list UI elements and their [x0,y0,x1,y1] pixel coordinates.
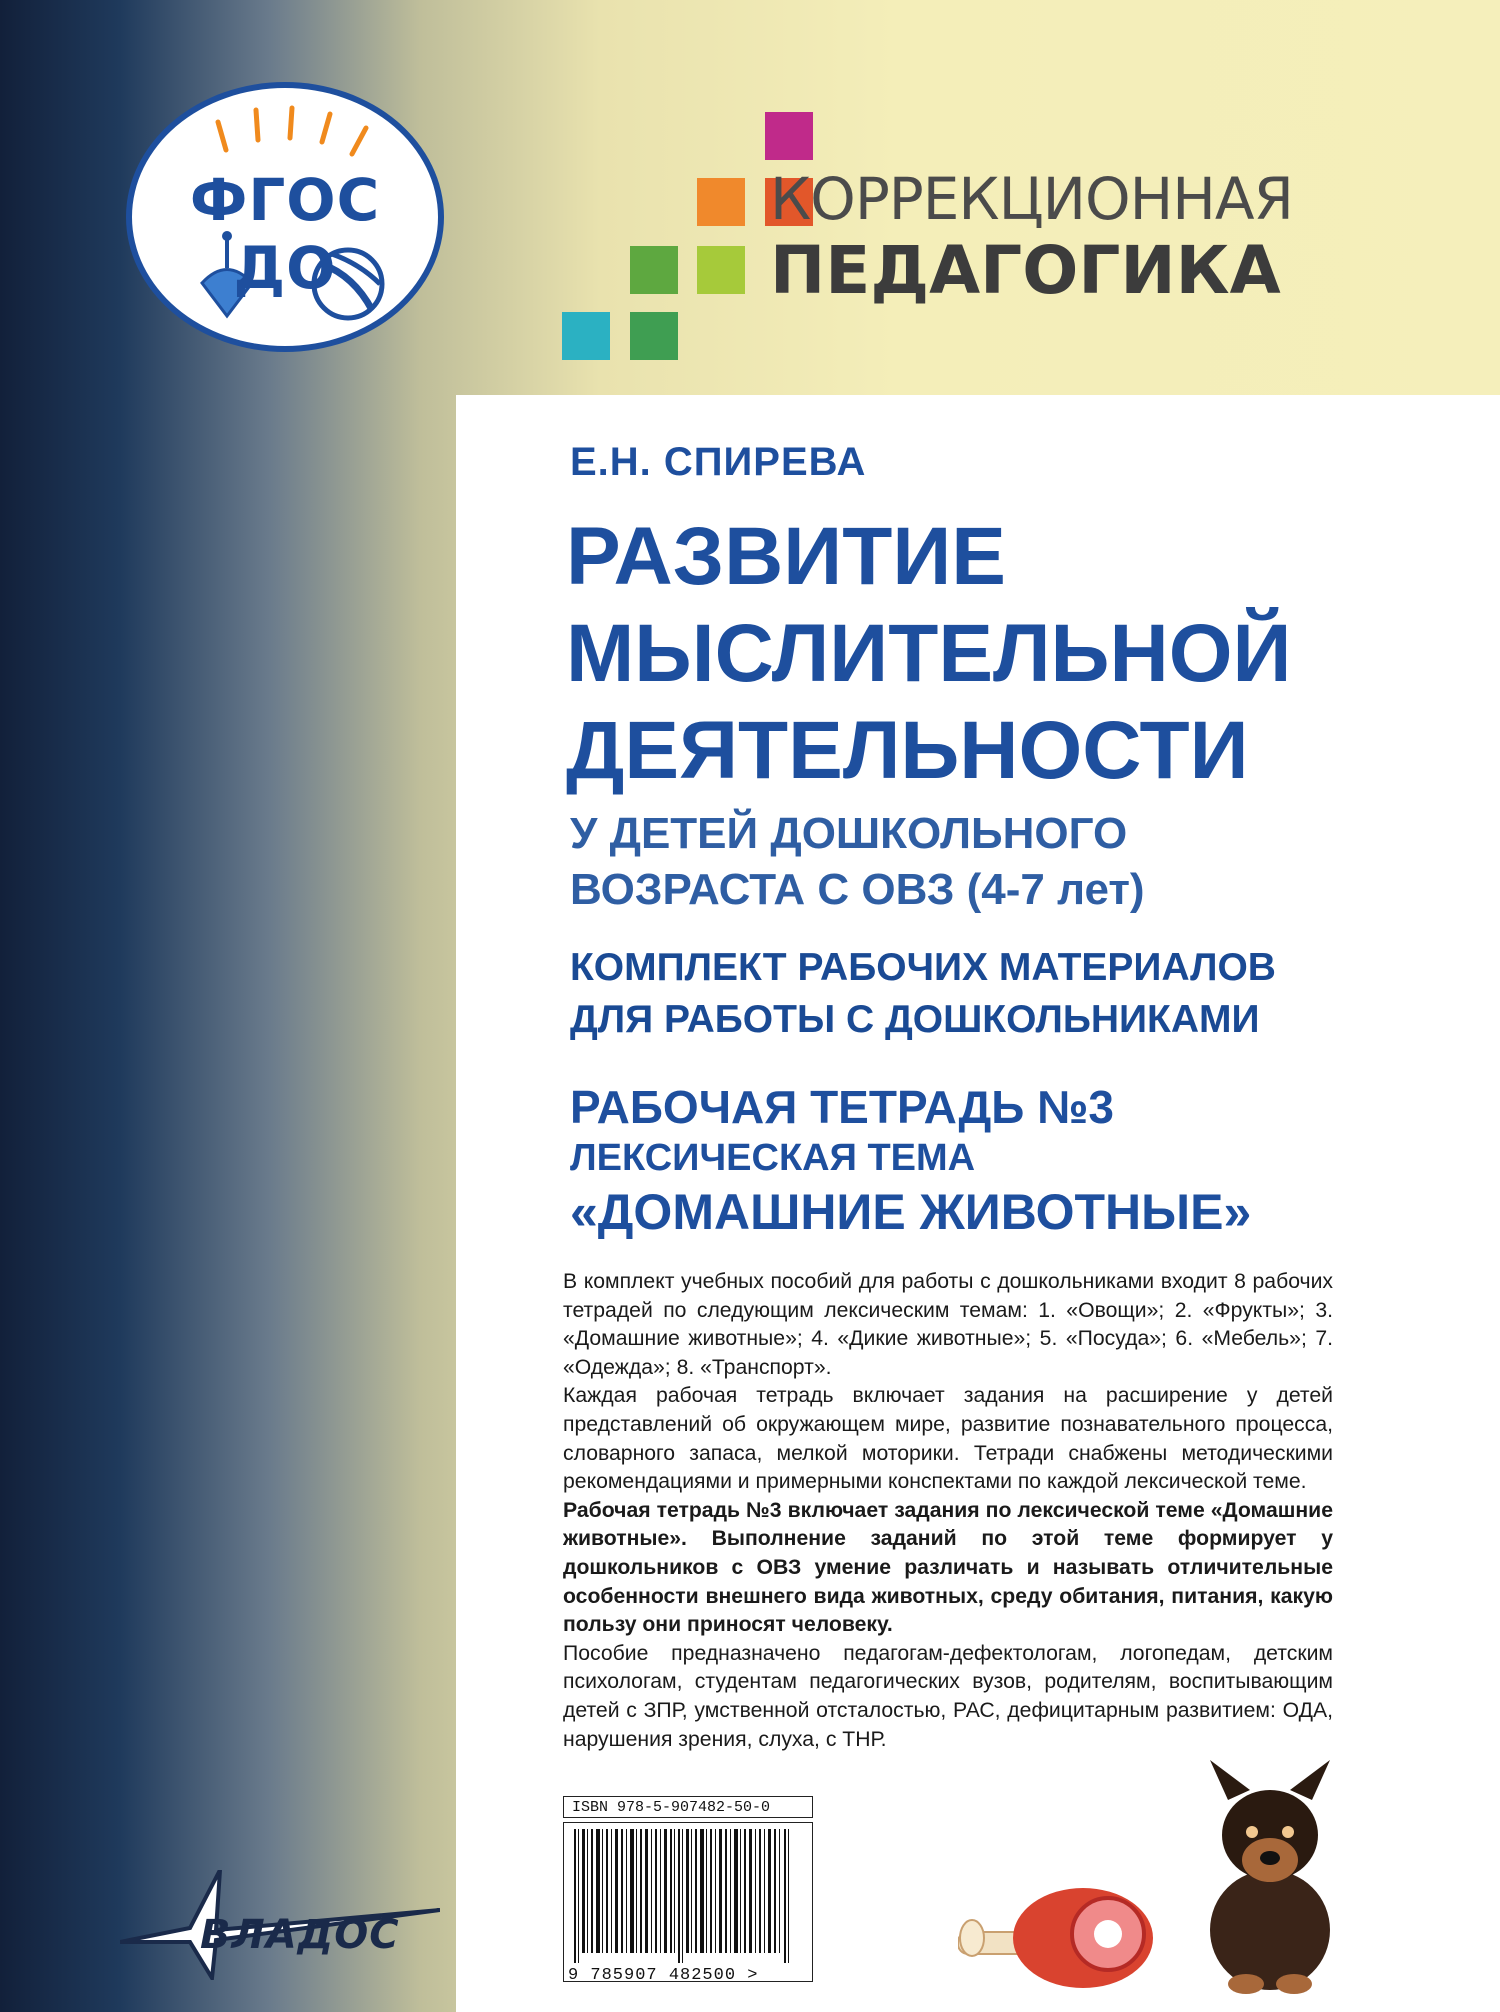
description-paragraph: В комплект учебных пособий для работы с дошкольниками входит 8 рабочих тетрадей по следующим лексическим темам: 1. «Овощи»; 2. «Фрукты»; 3. «Домашние животные»; 4. «Дикие животные»; 5. «Посуда»; 6. «Мебель»; 7. «Одежда»; 8. «Транспорт». [563,1270,1333,1379]
description-text [563,1268,1333,1754]
book-title [566,508,1291,799]
author-name: Е.Н. СПИРЕВА [570,440,867,484]
subtitle-line: У ДЕТЕЙ ДОШКОЛЬНОГО [570,809,1128,858]
publisher-name: ВЛАДОС [200,1912,400,1958]
logo-square [562,312,610,360]
barcode-bars [564,1823,812,1963]
logo-square [630,246,678,294]
barcode [563,1822,813,1982]
badge-text: ФГОС ДО [189,166,381,302]
puppy-icon [1180,1760,1360,2000]
logo-square [630,312,678,360]
theme-name: «ДОМАШНИЕ ЖИВОТНЫЕ» [570,1184,1252,1240]
logo-square [765,112,813,160]
title-line: РАЗВИТИЕ [566,511,1006,602]
kit-line: ДЛЯ РАБОТЫ С ДОШКОЛЬНИКАМИ [570,998,1260,1041]
description-paragraph: Каждая рабочая тетрадь включает задания на расширение у детей представлений об окружающем мире, развитие познавательного процесса, словарного запаса, мелкой моторики. Тетради снабжены методическими рекомендациями и примерными конспектами по каждой лексической теме. [563,1384,1333,1494]
theme-label: ЛЕКСИЧЕСКАЯ ТЕМА [570,1137,976,1179]
logo-square [697,178,745,226]
fgos-badge [126,82,444,352]
title-line: МЫСЛИТЕЛЬНОЙ [566,608,1292,699]
series-name-line1: КОРРЕКЦИОННАЯ [770,165,1293,233]
kit-description [570,942,1276,1046]
ham-icon [958,1878,1158,1998]
kit-line: КОМПЛЕКТ РАБОЧИХ МАТЕРИАЛОВ [570,946,1276,989]
workbook-heading [570,1080,1251,1242]
barcode-digits: 9 785907 482500 > [568,1966,759,1985]
workbook-number: РАБОЧАЯ ТЕТРАДЬ №3 [570,1081,1115,1133]
description-paragraph-bold: Рабочая тетрадь №3 включает задания по лексической теме «Домашние животные». Выполнение заданий по этой теме формирует у дошкольников с ОВЗ умение различать и называть отличительные особенности внешнего вида животных, среду обитания, питания, какую пользу они приносят человеку. [563,1498,1333,1637]
subtitle-line: ВОЗРАСТА С ОВЗ (4-7 лет) [570,865,1145,914]
logo-square [697,246,745,294]
series-name-line2: ПЕДАГОГИКА [770,232,1281,309]
book-subtitle [570,806,1145,918]
title-line: ДЕЯТЕЛЬНОСТИ [566,705,1249,796]
isbn-label: ISBN 978-5-907482-50-0 [563,1796,813,1818]
description-paragraph: Пособие предназначено педагогам-дефектологам, логопедам, детским психологам, студентам педагогических вузов, родителям, воспитывающим детей с ЗПР, умственной отсталостью, РАС, дефицитарным развитием: ОДА, нарушения зрения, слуха, с ТНР. [563,1641,1333,1751]
